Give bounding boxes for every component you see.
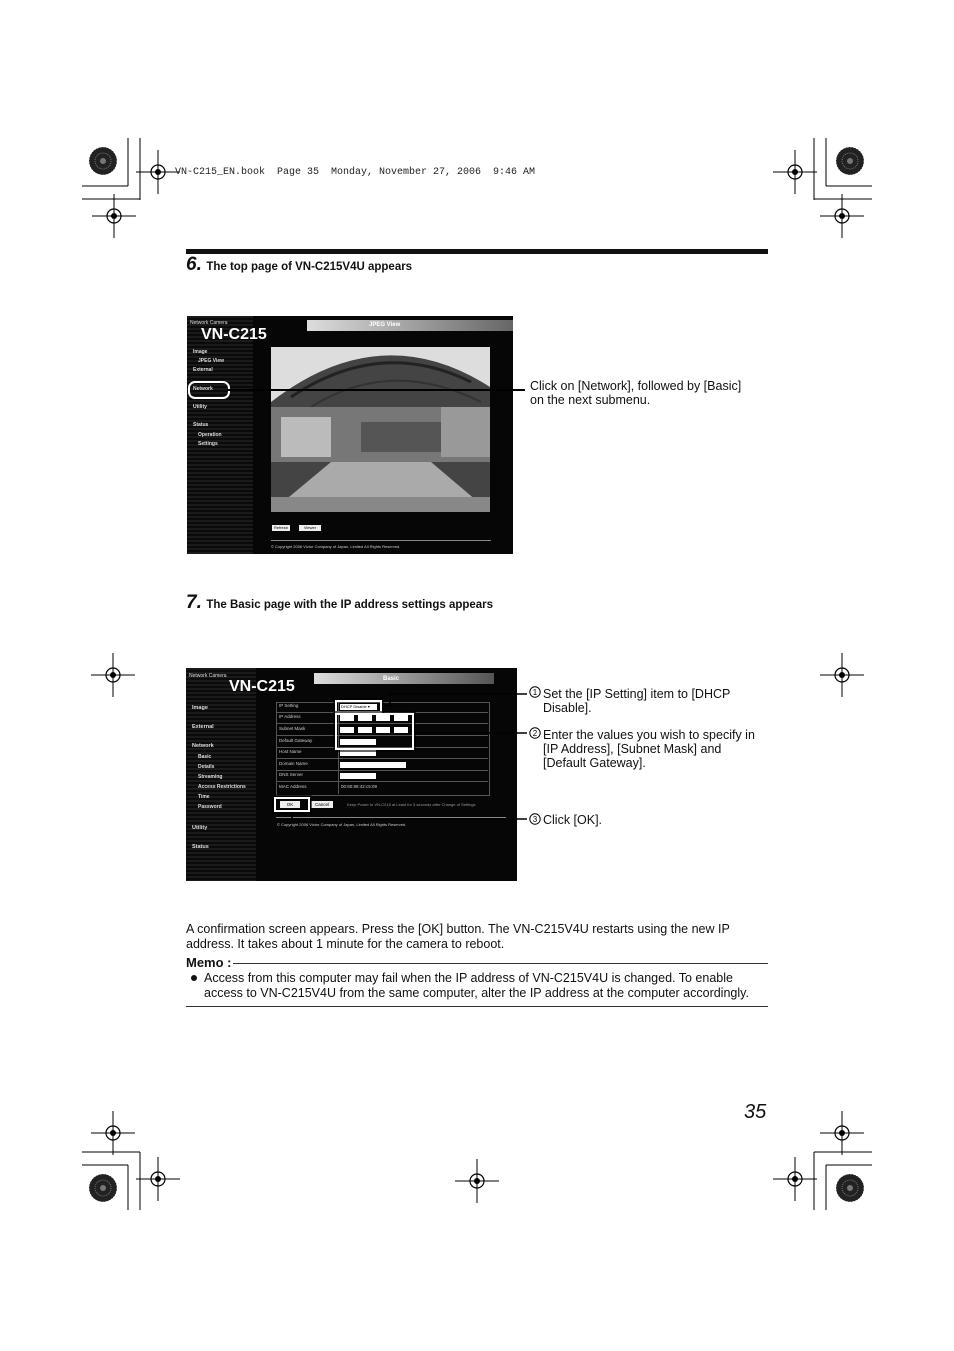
menu-details[interactable]: Details — [198, 764, 215, 770]
bullet-icon — [191, 975, 197, 981]
menu-status[interactable]: Status — [192, 844, 209, 850]
marker-3-icon — [529, 813, 541, 825]
callout-3-text: Click [OK]. — [543, 813, 603, 827]
menu-external[interactable]: External — [193, 367, 213, 373]
book-header-line: VN-C215_EN.book Page 35 Monday, November 27, 2006 9:46 AM — [175, 167, 536, 178]
brand-logo: VN-C215 — [229, 678, 295, 695]
menu-operation[interactable]: Operation — [198, 432, 222, 438]
marker-2-label: 2 — [532, 729, 538, 738]
tab-jpeg-view[interactable]: JPEG View — [369, 322, 401, 328]
label-ip-address: IP Address — [279, 714, 301, 719]
step-7-number: 7. — [186, 592, 202, 613]
memo-title: Memo : — [186, 955, 232, 970]
marker-3-label: 3 — [532, 815, 538, 824]
menu-jpeg-view[interactable]: JPEG View — [198, 358, 225, 364]
marker-2-icon — [529, 727, 541, 739]
page-number: 35 — [744, 1101, 767, 1123]
copyright-text: © Copyright 2006 Victor Company of Japan, Limited All Rights Reserved. — [271, 544, 401, 549]
tab-basic[interactable]: Basic — [383, 676, 400, 682]
viewer-button[interactable]: Viewer — [299, 525, 321, 531]
step-7-title: The Basic page with the IP address settings appears — [206, 599, 494, 611]
label-default-gateway: Default Gateway — [279, 738, 313, 743]
menu-image[interactable]: Image — [193, 349, 208, 355]
label-mac-address: MAC Address — [279, 784, 307, 789]
memo-bottom-rule — [186, 1006, 768, 1007]
memo-bullet-text: Access from this computer may fail when the IP address of VN-C215V4U is changed. To enable access to VN-C215V4U from the same computer, alter the IP address at the computer accordingly. — [204, 971, 749, 1000]
settings-hint: Keep Power to VN-C215 at Least for 3 seconds after Change of Settings — [347, 802, 476, 807]
brand-logo: VN-C215 — [201, 326, 267, 343]
memo-top-rule — [233, 963, 768, 964]
menu-image[interactable]: Image — [192, 705, 208, 711]
step-6-callout: Click on [Network], followed by [Basic] on the next submenu. — [530, 379, 742, 407]
callout-1-text: Set the [IP Setting] item to [DHCP Disable]. — [543, 687, 731, 715]
brand-small: Network Camera — [190, 320, 228, 326]
menu-utility[interactable]: Utility — [192, 825, 208, 831]
cancel-button[interactable]: Cancel — [311, 801, 333, 808]
menu-password[interactable]: Password — [198, 804, 222, 810]
menu-streaming[interactable]: Streaming — [198, 774, 223, 780]
marker-1-icon — [529, 686, 541, 698]
menu-utility[interactable]: Utility — [193, 404, 207, 410]
ip-setting-select[interactable]: DHCP Disable ▾ — [340, 704, 377, 710]
refresh-button[interactable]: Refresh — [273, 525, 288, 530]
brand-small: Network Camera — [189, 673, 227, 679]
menu-basic[interactable]: Basic — [198, 754, 212, 760]
menu-settings[interactable]: Settings — [198, 441, 218, 447]
menu-external[interactable]: External — [192, 724, 214, 730]
step-6-title: The top page of VN-C215V4U appears — [206, 261, 413, 273]
ok-button[interactable]: OK — [280, 801, 300, 808]
step-6-number: 6. — [186, 254, 202, 275]
mac-address-value: 00:80:88:42:c5:09 — [341, 784, 378, 789]
menu-network[interactable]: Network — [193, 386, 213, 392]
menu-time[interactable]: Time — [198, 794, 210, 800]
menu-status[interactable]: Status — [193, 422, 209, 428]
label-domain-name: Domain Name — [279, 761, 308, 766]
label-dns-server: DNS Server — [279, 772, 304, 777]
callout-2-text: Enter the values you wish to specify in [IP Address], [Subnet Mask] and [Default Gateway]. — [543, 728, 755, 770]
ip-setting-value: DHCP Disable — [341, 704, 367, 709]
label-host-name: Host Name — [279, 749, 302, 754]
copyright-text: © Copyright 2006 Victor Company of Japan, Limited All Rights Reserved. — [277, 822, 407, 827]
label-ip-setting: IP Setting — [279, 703, 299, 708]
marker-1-label: 1 — [532, 688, 538, 697]
confirmation-paragraph: A confirmation screen appears. Press the [OK] button. The VN-C215V4U restarts using the new IP address. It takes about 1 minute for the camera to reboot. — [186, 922, 730, 951]
menu-network[interactable]: Network — [192, 743, 214, 749]
menu-access-restrictions[interactable]: Access Restrictions — [198, 784, 246, 790]
label-subnet-mask: Subnet Mask — [279, 726, 306, 731]
